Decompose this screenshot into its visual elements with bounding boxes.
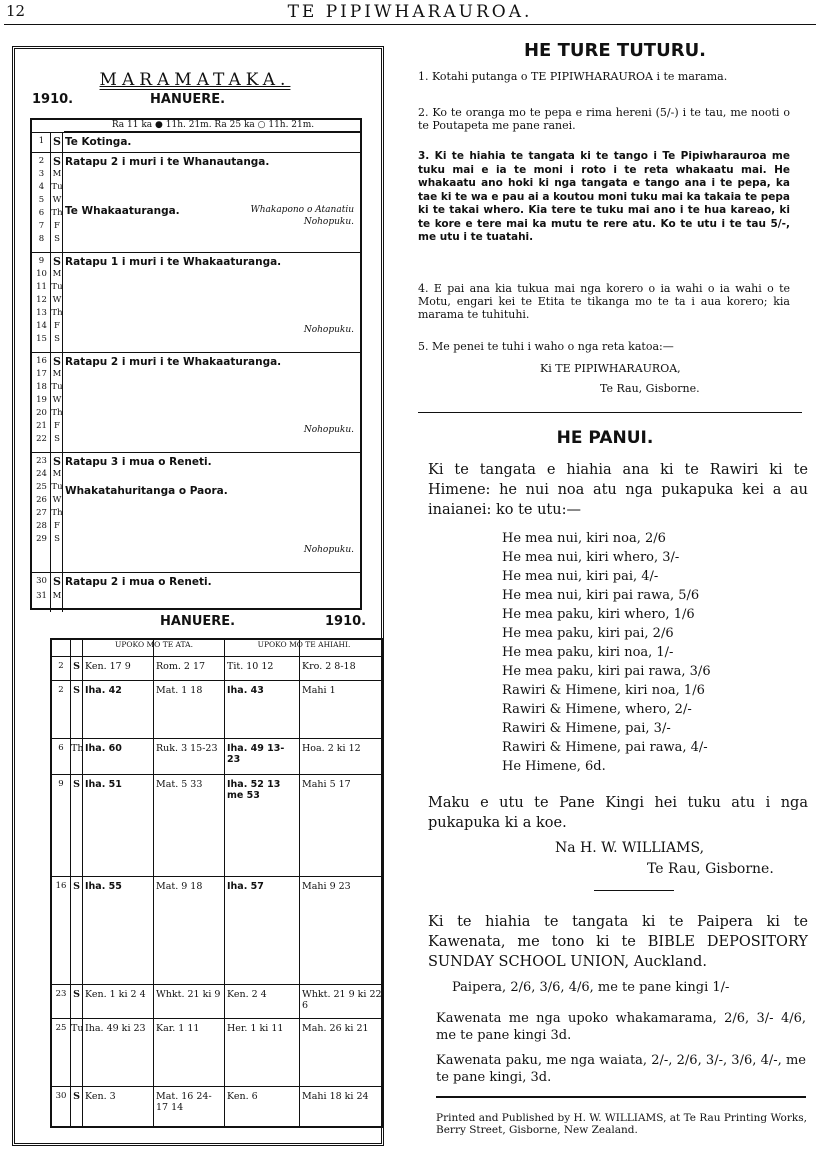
lessons-month: HANUERE. xyxy=(160,614,236,629)
day-letter: W xyxy=(52,395,62,405)
lessons-day-number: 30 xyxy=(55,1091,67,1101)
lessons-cell: Mat. 16 24- 17 14 xyxy=(156,1091,212,1113)
imprint: Printed and Published by H. W. WILLIAMS, at Te Rau Printing Works, Berry Street, Gisborne, New Zealand. xyxy=(436,1112,807,1136)
lessons-cell: Iha. 42 xyxy=(85,685,122,696)
calendar-event: Whakatahuritanga o Paora. xyxy=(65,485,228,497)
lessons-cell: Iha. 57 xyxy=(227,881,264,892)
day-number: 25 xyxy=(36,482,47,492)
day-letter: S xyxy=(53,135,61,148)
day-letter: S xyxy=(54,234,60,244)
day-letter: M xyxy=(52,269,62,279)
day-number: 28 xyxy=(36,521,47,531)
lessons-head-morning: UPOKO MO TE ATA. xyxy=(115,640,193,649)
day-number: 31 xyxy=(36,591,47,601)
lessons-day-letter: S xyxy=(73,881,80,892)
day-letter: S xyxy=(54,334,60,344)
lessons-table xyxy=(50,638,384,1128)
calendar-event: Te Whakaaturanga. xyxy=(65,205,180,217)
price-item: He mea paku, kiri pai, 2/6 xyxy=(502,626,674,641)
lessons-cell: Mahi 1 xyxy=(302,685,336,696)
day-letter: Th xyxy=(51,408,63,418)
lessons-cell: Mah. 26 ki 21 xyxy=(302,1023,369,1034)
day-number: 19 xyxy=(36,395,47,405)
lessons-cell: Iha. 60 xyxy=(85,743,122,754)
lessons-cell: Ken. 17 9 xyxy=(85,661,131,672)
lessons-day-letter: S xyxy=(73,989,80,1000)
day-number: 5 xyxy=(38,195,45,205)
notice-outro: Maku e utu te Pane Kingi hei tuku atu i nga pukapuka ki a koe. xyxy=(428,795,808,831)
day-number: 10 xyxy=(36,269,47,279)
day-letter: S xyxy=(54,434,60,444)
calendar-week xyxy=(32,572,360,612)
bible-intro: Ki te hiahia te tangata ki te Paipera ki te Kawenata, me tono ki te BIBLE DEPOSITORY SUNDAY SCHOOL UNION, Auckland. xyxy=(428,914,808,970)
day-letter: S xyxy=(53,575,61,588)
lessons-cell: Mat. 5 33 xyxy=(156,779,203,790)
bible-price-2: Kawenata me nga upoko whakamarama, 2/6, 3/- 4/6, me te pane kingi 3d. xyxy=(436,1011,806,1043)
calendar-note: Nohopuku. xyxy=(303,545,354,555)
day-letter: F xyxy=(54,321,60,331)
lessons-row xyxy=(52,680,382,738)
day-number: 13 xyxy=(36,308,47,318)
lessons-day-letter: S xyxy=(73,1091,80,1102)
lessons-day-letter: S xyxy=(73,779,80,790)
calendar-week xyxy=(32,352,360,452)
lessons-day-number: 2 xyxy=(58,661,64,671)
lessons-cell: Hoa. 2 ki 12 xyxy=(302,743,361,754)
lessons-cell: Iha. 49 ki 23 xyxy=(85,1023,146,1034)
day-letter: S xyxy=(53,155,61,168)
lessons-day-number: 16 xyxy=(55,881,67,891)
day-number: 16 xyxy=(36,356,47,366)
day-number: 4 xyxy=(38,182,45,192)
calendar-week xyxy=(32,132,360,152)
lessons-cell: Mat. 1 18 xyxy=(156,685,203,696)
calendar-event: Ratapu 3 i mua o Reneti. xyxy=(65,456,212,468)
day-letter: W xyxy=(52,295,62,305)
day-number: 3 xyxy=(38,169,45,179)
lessons-head-evening: UPOKO MO TE AHIAHI. xyxy=(257,640,351,649)
lessons-cell: Mahi 18 ki 24 xyxy=(302,1091,369,1102)
lessons-row xyxy=(52,656,382,680)
day-number: 1 xyxy=(38,136,45,146)
lessons-cell: Ken. 3 xyxy=(85,1091,116,1102)
lessons-day-number: 25 xyxy=(55,1023,67,1033)
lessons-day-number: 2 xyxy=(58,685,64,695)
lessons-day-number: 9 xyxy=(58,779,64,789)
ornament-rule xyxy=(594,890,674,891)
signature-place: Te Rau, Gisborne. xyxy=(647,861,774,877)
lessons-cell: Ken. 6 xyxy=(227,1091,258,1102)
price-item: Rawiri & Himene, whero, 2/- xyxy=(502,702,692,717)
lessons-cell: Ruk. 3 15-23 xyxy=(156,743,218,754)
price-item: He mea paku, kiri whero, 1/6 xyxy=(502,607,695,622)
calendar-note: Whakapono o Atanatiu xyxy=(250,205,354,215)
calendar-week xyxy=(32,252,360,352)
price-item: He mea nui, kiri noa, 2/6 xyxy=(502,531,666,546)
day-letter: W xyxy=(52,495,62,505)
day-letter: Th xyxy=(51,508,63,518)
lessons-cell: Ken. 2 4 xyxy=(227,989,267,1000)
day-letter: M xyxy=(52,369,62,379)
day-number: 2 xyxy=(38,156,45,166)
lessons-cell: Kro. 2 8-18 xyxy=(302,661,356,672)
rule-1: 1. Kotahi putanga o TE PIPIWHARAUROA i te marama. xyxy=(418,70,728,83)
bible-price-1: Paipera, 2/6, 3/6, 4/6, me te pane kingi 1/- xyxy=(452,980,730,995)
bible-price-3: Kawenata paku, me nga waiata, 2/-, 2/6, 3/-, 3/6, 4/-, me te pane kingi, 3d. xyxy=(436,1053,806,1085)
calendar-week xyxy=(32,452,360,572)
day-number: 21 xyxy=(36,421,47,431)
lessons-day-number: 6 xyxy=(58,743,64,753)
day-number: 12 xyxy=(36,295,47,305)
price-item: He mea nui, kiri whero, 3/- xyxy=(502,550,680,565)
lessons-cell: Her. 1 ki 11 xyxy=(227,1023,284,1034)
lessons-row xyxy=(52,1018,382,1086)
day-letter: Tu xyxy=(51,282,63,292)
lessons-cell: Mat. 9 18 xyxy=(156,881,203,892)
day-letter: M xyxy=(52,169,62,179)
day-letter: Th xyxy=(51,208,63,218)
day-number: 18 xyxy=(36,382,47,392)
lessons-day-number: 23 xyxy=(55,989,67,999)
price-item: He mea nui, kiri pai rawa, 5/6 xyxy=(502,588,700,603)
notice-intro: Ki te tangata e hiahia ana ki te Rawiri ki te Himene: he nui noa atu nga pukapuka kei a au inaianei: ko te utu:— xyxy=(428,462,808,518)
calendar-note: Nohopuku. xyxy=(303,325,354,335)
lessons-cell: Iha. 43 xyxy=(227,685,264,696)
running-head: TE PIPIWHARAUROA. xyxy=(287,2,533,22)
calendar-event: Ratapu 2 i mua o Reneti. xyxy=(65,576,212,588)
rule-3: 3. Ki te hiahia te tangata ki te tango i Te Pipiwharauroa me tuku mai e ia te moni i roto i te reta whakaatu mai. He whakaatu ano hoki ki nga tangata e tango ana i te pepa, ka tae ki te wa e pau ai a koutou moni tuku mai ka takaia te pepa ki te takai whero. Kia tere te tuku mai ano i te hua kareao, ki te kore e tere mai ka mutu te rere atu. Ko te utu i te tau 5/-, me utu i te tuatahi. xyxy=(418,150,790,243)
rule-4: 4. E pai ana kia tukua mai nga korero o ia wahi o ia wahi o te Motu, engari kei te Etita te tikanga mo te ta i aua korero; kia marama te tuhituhi. xyxy=(418,282,790,321)
calendar-note: Nohopuku. xyxy=(303,425,354,435)
lessons-row xyxy=(52,984,382,1018)
day-number: 9 xyxy=(38,256,45,266)
day-letter: F xyxy=(54,221,60,231)
day-letter: M xyxy=(52,591,62,601)
day-number: 29 xyxy=(36,534,47,544)
lessons-cell: Mahi 5 17 xyxy=(302,779,351,790)
rule-5: 5. Me penei te tuhi i waho o nga reta katoa:— xyxy=(418,340,674,353)
day-number: 23 xyxy=(36,456,47,466)
day-number: 30 xyxy=(36,576,47,586)
lessons-row xyxy=(52,876,382,984)
signature-name: Na H. W. WILLIAMS, xyxy=(555,840,705,856)
lessons-day-letter: S xyxy=(73,661,80,672)
day-number: 11 xyxy=(36,282,47,292)
price-item: Rawiri & Himene, pai rawa, 4/- xyxy=(502,740,708,755)
almanac-month: HANUERE. xyxy=(150,92,226,107)
lessons-cell: Rom. 2 17 xyxy=(156,661,206,672)
price-item: He Himene, 6d. xyxy=(502,759,606,774)
lessons-day-letter: Tu xyxy=(71,1023,84,1034)
lessons-cell: Iha. 55 xyxy=(85,881,122,892)
lessons-cell: Kar. 1 11 xyxy=(156,1023,200,1034)
day-letter: S xyxy=(53,355,61,368)
lessons-row xyxy=(52,774,382,876)
page-number: 12 xyxy=(6,2,26,20)
almanac-year: 1910. xyxy=(32,92,74,107)
day-number: 15 xyxy=(36,334,47,344)
calendar-note: Nohopuku. xyxy=(303,217,354,227)
lessons-row xyxy=(52,1086,382,1128)
calendar-event: Te Kotinga. xyxy=(65,136,132,148)
lessons-cell: Mahi 9 23 xyxy=(302,881,351,892)
lessons-cell: Ken. 1 ki 2 4 xyxy=(85,989,146,1000)
lessons-day-letter: S xyxy=(73,685,80,696)
day-letter: Tu xyxy=(51,482,63,492)
address-line-1: Ki TE PIPIWHARAUROA, xyxy=(540,362,681,375)
almanac-title: MARAMATAKA. xyxy=(99,70,291,90)
day-letter: S xyxy=(54,534,60,544)
notice-title: HE PANUI. xyxy=(556,428,654,448)
day-letter: Th xyxy=(51,308,63,318)
day-letter: W xyxy=(52,195,62,205)
lessons-cell: Iha. 49 13-23 xyxy=(227,743,285,765)
day-number: 27 xyxy=(36,508,47,518)
day-letter: M xyxy=(52,469,62,479)
day-number: 24 xyxy=(36,469,47,479)
day-number: 7 xyxy=(38,221,45,231)
price-item: He mea paku, kiri noa, 1/- xyxy=(502,645,674,660)
day-number: 17 xyxy=(36,369,47,379)
price-item: Rawiri & Himene, kiri noa, 1/6 xyxy=(502,683,705,698)
price-item: He mea nui, kiri pai, 4/- xyxy=(502,569,659,584)
day-letter: Tu xyxy=(51,382,63,392)
day-number: 26 xyxy=(36,495,47,505)
address-line-2: Te Rau, Gisborne. xyxy=(600,382,700,395)
day-number: 8 xyxy=(38,234,45,244)
section-rule xyxy=(418,412,802,413)
day-number: 14 xyxy=(36,321,47,331)
calendar-grid xyxy=(30,118,362,610)
lessons-day-letter: Th xyxy=(71,743,84,754)
lessons-cell: Whkt. 21 ki 9 xyxy=(156,989,221,1000)
day-letter: F xyxy=(54,421,60,431)
price-item: He mea paku, kiri pai rawa, 3/6 xyxy=(502,664,711,679)
moon-phase-line: Ra 11 ka ● 11h. 21m. Ra 25 ka ○ 11h. 21m. xyxy=(64,120,362,132)
day-number: 6 xyxy=(38,208,45,218)
rule-2: 2. Ko te oranga mo te pepa e rima hereni (5/-) i te tau, me nooti o te Poutapeta me pane ranei. xyxy=(418,106,790,132)
calendar-event: Ratapu 2 i muri i te Whanautanga. xyxy=(65,156,270,168)
day-number: 22 xyxy=(36,434,47,444)
day-letter: F xyxy=(54,521,60,531)
lessons-cell: Whkt. 21 9 ki 22 6 xyxy=(302,989,382,1011)
lessons-row xyxy=(52,738,382,774)
lessons-cell: Iha. 51 xyxy=(85,779,122,790)
header-rule xyxy=(4,24,816,25)
price-item: Rawiri & Himene, pai, 3/- xyxy=(502,721,671,736)
day-letter: S xyxy=(53,255,61,268)
imprint-rule xyxy=(436,1096,806,1098)
calendar-event: Ratapu 1 i muri i te Whakaaturanga. xyxy=(65,256,282,268)
day-letter: S xyxy=(53,455,61,468)
day-letter: Tu xyxy=(51,182,63,192)
day-number: 20 xyxy=(36,408,47,418)
calendar-week xyxy=(32,152,360,252)
lessons-cell: Tit. 10 12 xyxy=(227,661,274,672)
calendar-event: Ratapu 2 i muri i te Whakaaturanga. xyxy=(65,356,282,368)
lessons-cell: Iha. 52 13 me 53 xyxy=(227,779,281,801)
rules-title: HE TURE TUTURU. xyxy=(523,40,707,61)
lessons-year: 1910. xyxy=(325,614,367,629)
